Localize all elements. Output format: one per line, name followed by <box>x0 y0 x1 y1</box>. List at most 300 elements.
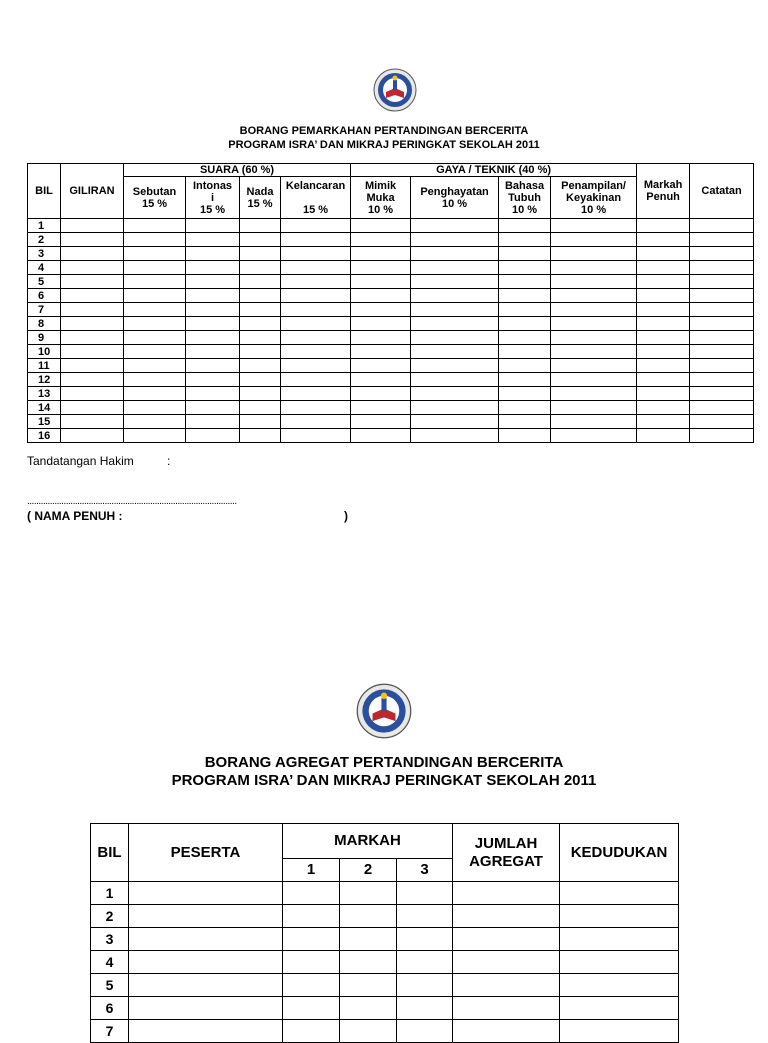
score-cell[interactable] <box>411 219 499 233</box>
score-cell[interactable] <box>124 247 186 261</box>
score-cell[interactable] <box>281 261 351 275</box>
score-cell[interactable] <box>690 359 754 373</box>
row-number: 14 <box>28 401 61 415</box>
score-cell[interactable] <box>499 289 551 303</box>
header-markah-2: 2 <box>340 859 397 882</box>
score-cell[interactable] <box>637 429 690 443</box>
entry-cell[interactable] <box>129 997 283 1020</box>
header-kelancaran-text: Kelancaran <box>285 179 346 192</box>
score-cell[interactable] <box>499 415 551 429</box>
score-cell[interactable] <box>411 275 499 289</box>
header-penghayatan <box>411 177 499 219</box>
score-cell[interactable] <box>240 247 281 261</box>
score-cell[interactable] <box>124 219 186 233</box>
score-cell[interactable] <box>351 219 411 233</box>
score-cell[interactable] <box>411 233 499 247</box>
signature-line: ............................................................................................ <box>27 496 237 507</box>
score-cell[interactable] <box>351 261 411 275</box>
entry-cell[interactable] <box>397 1020 453 1043</box>
entry-cell[interactable] <box>129 974 283 997</box>
nama-penuh-close: ) <box>344 509 348 523</box>
row-number: 2 <box>28 233 61 247</box>
header-jumlah-agregat <box>453 824 560 882</box>
score-cell[interactable] <box>411 415 499 429</box>
header-agregat-text: AGREGAT <box>469 852 543 870</box>
scoring-table <box>27 163 754 443</box>
score-cell[interactable] <box>61 289 124 303</box>
score-cell[interactable] <box>61 387 124 401</box>
score-cell[interactable] <box>551 303 637 317</box>
header-intonasi-text-b: i <box>210 191 215 204</box>
score-cell[interactable] <box>240 317 281 331</box>
header-penampilan-pct: 10 % <box>581 203 607 216</box>
score-cell[interactable] <box>240 359 281 373</box>
score-cell[interactable] <box>240 373 281 387</box>
score-cell[interactable] <box>281 233 351 247</box>
header-bil: BIL <box>91 824 129 882</box>
header-bahasa-pct: 10 % <box>512 203 538 216</box>
entry-cell[interactable] <box>340 928 397 951</box>
header-nada-text: Nada <box>246 185 274 198</box>
score-cell[interactable] <box>411 373 499 387</box>
header-markah-penuh <box>637 164 690 219</box>
entry-cell[interactable] <box>397 951 453 974</box>
score-cell[interactable] <box>240 219 281 233</box>
score-cell[interactable] <box>637 261 690 275</box>
score-cell[interactable] <box>411 331 499 345</box>
entry-cell[interactable] <box>283 974 340 997</box>
header-kelancaran <box>281 177 351 219</box>
score-cell[interactable] <box>281 415 351 429</box>
score-cell[interactable] <box>690 373 754 387</box>
form1-title-line1: BORANG PEMARKAHAN PERTANDINGAN BERCERITA <box>239 125 529 137</box>
header-penampilan-text-b: Keyakinan <box>566 191 622 204</box>
table-row <box>28 247 754 261</box>
score-cell[interactable] <box>186 373 240 387</box>
score-cell[interactable] <box>351 401 411 415</box>
score-cell[interactable] <box>499 331 551 345</box>
entry-cell[interactable] <box>560 974 679 997</box>
score-cell[interactable] <box>551 289 637 303</box>
score-cell[interactable] <box>61 303 124 317</box>
header-peserta: PESERTA <box>129 824 283 882</box>
score-cell[interactable] <box>499 219 551 233</box>
score-cell[interactable] <box>124 233 186 247</box>
score-cell[interactable] <box>186 275 240 289</box>
header-penghayatan-pct: 10 % <box>442 197 468 210</box>
entry-cell[interactable] <box>560 997 679 1020</box>
score-cell[interactable] <box>281 429 351 443</box>
score-cell[interactable] <box>186 429 240 443</box>
entry-cell[interactable] <box>453 1020 560 1043</box>
entry-cell[interactable] <box>453 905 560 928</box>
score-cell[interactable] <box>240 289 281 303</box>
score-cell[interactable] <box>690 415 754 429</box>
score-cell[interactable] <box>240 303 281 317</box>
score-cell[interactable] <box>551 317 637 331</box>
row-number: 3 <box>28 247 61 261</box>
score-cell[interactable] <box>690 247 754 261</box>
row-number: 3 <box>91 928 129 951</box>
score-cell[interactable] <box>281 345 351 359</box>
score-cell[interactable] <box>351 275 411 289</box>
entry-cell[interactable] <box>560 951 679 974</box>
score-cell[interactable] <box>499 373 551 387</box>
row-number: 15 <box>28 415 61 429</box>
score-cell[interactable] <box>186 345 240 359</box>
score-cell[interactable] <box>499 345 551 359</box>
header-markah-1: 1 <box>283 859 340 882</box>
score-cell[interactable] <box>637 219 690 233</box>
header-nada <box>240 177 281 219</box>
score-cell[interactable] <box>186 401 240 415</box>
entry-cell[interactable] <box>340 905 397 928</box>
score-cell[interactable] <box>637 317 690 331</box>
table-row <box>91 905 679 928</box>
score-cell[interactable] <box>637 387 690 401</box>
score-cell[interactable] <box>411 303 499 317</box>
entry-cell[interactable] <box>129 905 283 928</box>
score-cell[interactable] <box>61 275 124 289</box>
entry-cell[interactable] <box>340 1020 397 1043</box>
score-cell[interactable] <box>637 233 690 247</box>
row-number: 12 <box>28 373 61 387</box>
score-cell[interactable] <box>240 415 281 429</box>
entry-cell[interactable] <box>560 905 679 928</box>
score-cell[interactable] <box>499 233 551 247</box>
row-number: 9 <box>28 331 61 345</box>
score-cell[interactable] <box>499 303 551 317</box>
score-cell[interactable] <box>351 303 411 317</box>
score-cell[interactable] <box>551 345 637 359</box>
entry-cell[interactable] <box>340 974 397 997</box>
score-cell[interactable] <box>61 247 124 261</box>
score-cell[interactable] <box>499 401 551 415</box>
score-cell[interactable] <box>240 331 281 345</box>
table-row <box>28 415 754 429</box>
header-markah-text: Markah <box>643 179 683 191</box>
aggregate-table <box>90 823 679 1043</box>
score-cell[interactable] <box>186 331 240 345</box>
score-cell[interactable] <box>551 219 637 233</box>
score-cell[interactable] <box>351 247 411 261</box>
score-cell[interactable] <box>551 429 637 443</box>
score-cell[interactable] <box>551 401 637 415</box>
score-cell[interactable] <box>61 429 124 443</box>
row-number: 13 <box>28 387 61 401</box>
score-cell[interactable] <box>411 289 499 303</box>
score-cell[interactable] <box>240 345 281 359</box>
row-number: 7 <box>91 1020 129 1043</box>
table-row <box>28 261 754 275</box>
score-cell[interactable] <box>690 303 754 317</box>
score-cell[interactable] <box>351 317 411 331</box>
score-cell[interactable] <box>351 415 411 429</box>
table-row <box>28 387 754 401</box>
entry-cell[interactable] <box>283 928 340 951</box>
score-cell[interactable] <box>281 331 351 345</box>
entry-cell[interactable] <box>453 974 560 997</box>
score-cell[interactable] <box>499 261 551 275</box>
score-cell[interactable] <box>690 289 754 303</box>
score-cell[interactable] <box>124 373 186 387</box>
score-cell[interactable] <box>240 261 281 275</box>
score-cell[interactable] <box>499 429 551 443</box>
score-cell[interactable] <box>637 345 690 359</box>
score-cell[interactable] <box>124 331 186 345</box>
score-cell[interactable] <box>281 317 351 331</box>
score-cell[interactable] <box>186 387 240 401</box>
entry-cell[interactable] <box>340 882 397 905</box>
score-cell[interactable] <box>281 387 351 401</box>
score-cell[interactable] <box>499 359 551 373</box>
score-cell[interactable] <box>281 219 351 233</box>
header-kedudukan: KEDUDUKAN <box>560 824 679 882</box>
table-row <box>91 951 679 974</box>
score-cell[interactable] <box>351 373 411 387</box>
score-cell[interactable] <box>637 289 690 303</box>
score-cell[interactable] <box>551 359 637 373</box>
score-cell[interactable] <box>411 387 499 401</box>
row-number: 10 <box>28 345 61 359</box>
score-cell[interactable] <box>61 415 124 429</box>
score-cell[interactable] <box>690 401 754 415</box>
score-cell[interactable] <box>124 429 186 443</box>
score-cell[interactable] <box>690 233 754 247</box>
score-cell[interactable] <box>61 373 124 387</box>
table-row <box>28 359 754 373</box>
entry-cell[interactable] <box>283 951 340 974</box>
score-cell[interactable] <box>186 247 240 261</box>
score-cell[interactable] <box>551 275 637 289</box>
score-cell[interactable] <box>690 261 754 275</box>
score-cell[interactable] <box>61 317 124 331</box>
score-cell[interactable] <box>637 247 690 261</box>
score-cell[interactable] <box>186 415 240 429</box>
score-cell[interactable] <box>281 247 351 261</box>
table-row <box>91 974 679 997</box>
table-row <box>28 219 754 233</box>
nama-penuh-open: ( NAMA PENUH : <box>27 509 123 523</box>
score-cell[interactable] <box>186 359 240 373</box>
entry-cell[interactable] <box>453 928 560 951</box>
header-jumlah-text: JUMLAH <box>474 834 538 852</box>
header-sebutan <box>124 177 186 219</box>
entry-cell[interactable] <box>560 1020 679 1043</box>
score-cell[interactable] <box>411 261 499 275</box>
table-row <box>28 303 754 317</box>
score-cell[interactable] <box>411 345 499 359</box>
entry-cell[interactable] <box>453 882 560 905</box>
score-cell[interactable] <box>61 219 124 233</box>
score-cell[interactable] <box>551 373 637 387</box>
score-cell[interactable] <box>124 261 186 275</box>
entry-cell[interactable] <box>283 882 340 905</box>
score-cell[interactable] <box>240 387 281 401</box>
score-cell[interactable] <box>351 331 411 345</box>
score-cell[interactable] <box>124 401 186 415</box>
score-cell[interactable] <box>351 289 411 303</box>
aggregate-table-body <box>91 882 679 1043</box>
score-cell[interactable] <box>411 247 499 261</box>
score-cell[interactable] <box>61 345 124 359</box>
score-cell[interactable] <box>637 415 690 429</box>
score-cell[interactable] <box>61 261 124 275</box>
score-cell[interactable] <box>351 387 411 401</box>
header-nada-pct: 15 % <box>247 197 273 210</box>
school-logo <box>356 683 412 739</box>
score-cell[interactable] <box>240 233 281 247</box>
score-cell[interactable] <box>351 233 411 247</box>
header-sebutan-pct: 15 % <box>141 197 168 210</box>
score-cell[interactable] <box>351 429 411 443</box>
score-cell[interactable] <box>281 303 351 317</box>
score-cell[interactable] <box>186 317 240 331</box>
entry-cell[interactable] <box>129 1020 283 1043</box>
score-cell[interactable] <box>61 233 124 247</box>
score-cell[interactable] <box>186 303 240 317</box>
header-bahasa-tubuh <box>499 177 551 219</box>
score-cell[interactable] <box>637 331 690 345</box>
score-cell[interactable] <box>551 261 637 275</box>
score-cell[interactable] <box>411 317 499 331</box>
score-cell[interactable] <box>499 317 551 331</box>
score-cell[interactable] <box>551 387 637 401</box>
header-mimik-text-b: Muka <box>366 191 395 204</box>
score-cell[interactable] <box>186 233 240 247</box>
entry-cell[interactable] <box>129 928 283 951</box>
school-logo <box>373 68 417 112</box>
score-cell[interactable] <box>124 275 186 289</box>
score-cell[interactable] <box>281 359 351 373</box>
score-cell[interactable] <box>186 219 240 233</box>
header-sebutan-text: Sebutan <box>132 185 177 198</box>
signature-colon: : <box>167 454 171 468</box>
entry-cell[interactable] <box>283 905 340 928</box>
score-cell[interactable] <box>690 331 754 345</box>
score-cell[interactable] <box>551 331 637 345</box>
entry-cell[interactable] <box>283 997 340 1020</box>
score-cell[interactable] <box>551 233 637 247</box>
table-row <box>28 317 754 331</box>
entry-cell[interactable] <box>560 928 679 951</box>
header-suara: SUARA (60 %) <box>124 164 351 177</box>
header-penuh-text: Penuh <box>646 191 680 203</box>
header-intonasi <box>186 177 240 219</box>
score-cell[interactable] <box>186 261 240 275</box>
table-row <box>91 1020 679 1043</box>
score-cell[interactable] <box>240 275 281 289</box>
score-cell[interactable] <box>281 373 351 387</box>
score-cell[interactable] <box>281 289 351 303</box>
entry-cell[interactable] <box>397 882 453 905</box>
score-cell[interactable] <box>499 387 551 401</box>
row-number: 2 <box>91 905 129 928</box>
score-cell[interactable] <box>411 429 499 443</box>
score-cell[interactable] <box>411 359 499 373</box>
table-row <box>91 997 679 1020</box>
entry-cell[interactable] <box>283 1020 340 1043</box>
table-row <box>91 882 679 905</box>
entry-cell[interactable] <box>397 905 453 928</box>
score-cell[interactable] <box>637 373 690 387</box>
header-penghayatan-text: Penghayatan <box>420 185 489 198</box>
header-intonasi-text-a: Intonas <box>192 179 233 192</box>
score-cell[interactable] <box>551 247 637 261</box>
score-cell[interactable] <box>124 387 186 401</box>
score-cell[interactable] <box>61 331 124 345</box>
scoring-table-body <box>28 219 754 443</box>
table-row <box>28 345 754 359</box>
entry-cell[interactable] <box>129 951 283 974</box>
score-cell[interactable] <box>124 317 186 331</box>
score-cell[interactable] <box>690 345 754 359</box>
header-markah-3: 3 <box>397 859 453 882</box>
entry-cell[interactable] <box>340 997 397 1020</box>
score-cell[interactable] <box>281 401 351 415</box>
score-cell[interactable] <box>124 415 186 429</box>
table-row <box>91 928 679 951</box>
score-cell[interactable] <box>351 345 411 359</box>
score-cell[interactable] <box>499 247 551 261</box>
score-cell[interactable] <box>124 345 186 359</box>
signature-block <box>27 454 171 468</box>
score-cell[interactable] <box>240 429 281 443</box>
entry-cell[interactable] <box>397 997 453 1020</box>
score-cell[interactable] <box>551 415 637 429</box>
form2-title <box>0 754 768 790</box>
score-cell[interactable] <box>61 359 124 373</box>
score-cell[interactable] <box>124 303 186 317</box>
score-cell[interactable] <box>61 401 124 415</box>
signature-label: Tandatangan Hakim <box>27 454 134 468</box>
row-number: 6 <box>28 289 61 303</box>
score-cell[interactable] <box>124 289 186 303</box>
row-number: 7 <box>28 303 61 317</box>
entry-cell[interactable] <box>560 882 679 905</box>
score-cell[interactable] <box>637 359 690 373</box>
entry-cell[interactable] <box>340 951 397 974</box>
score-cell[interactable] <box>690 317 754 331</box>
score-cell[interactable] <box>281 275 351 289</box>
score-cell[interactable] <box>690 429 754 443</box>
score-cell[interactable] <box>499 275 551 289</box>
entry-cell[interactable] <box>453 951 560 974</box>
entry-cell[interactable] <box>397 928 453 951</box>
score-cell[interactable] <box>637 401 690 415</box>
form1-title <box>0 124 768 152</box>
score-cell[interactable] <box>637 275 690 289</box>
header-kelancaran-pct: 15 % <box>302 203 329 216</box>
score-cell[interactable] <box>124 359 186 373</box>
row-number: 6 <box>91 997 129 1020</box>
score-cell[interactable] <box>186 289 240 303</box>
table-row <box>28 275 754 289</box>
score-cell[interactable] <box>690 219 754 233</box>
score-cell[interactable] <box>240 401 281 415</box>
score-cell[interactable] <box>411 401 499 415</box>
score-cell[interactable] <box>690 275 754 289</box>
header-mimik-muka <box>351 177 411 219</box>
score-cell[interactable] <box>690 387 754 401</box>
entry-cell[interactable] <box>453 997 560 1020</box>
entry-cell[interactable] <box>397 974 453 997</box>
header-bahasa-text-b: Tubuh <box>508 191 541 204</box>
entry-cell[interactable] <box>129 882 283 905</box>
score-cell[interactable] <box>637 303 690 317</box>
score-cell[interactable] <box>351 359 411 373</box>
header-intonasi-pct: 15 % <box>199 203 226 216</box>
